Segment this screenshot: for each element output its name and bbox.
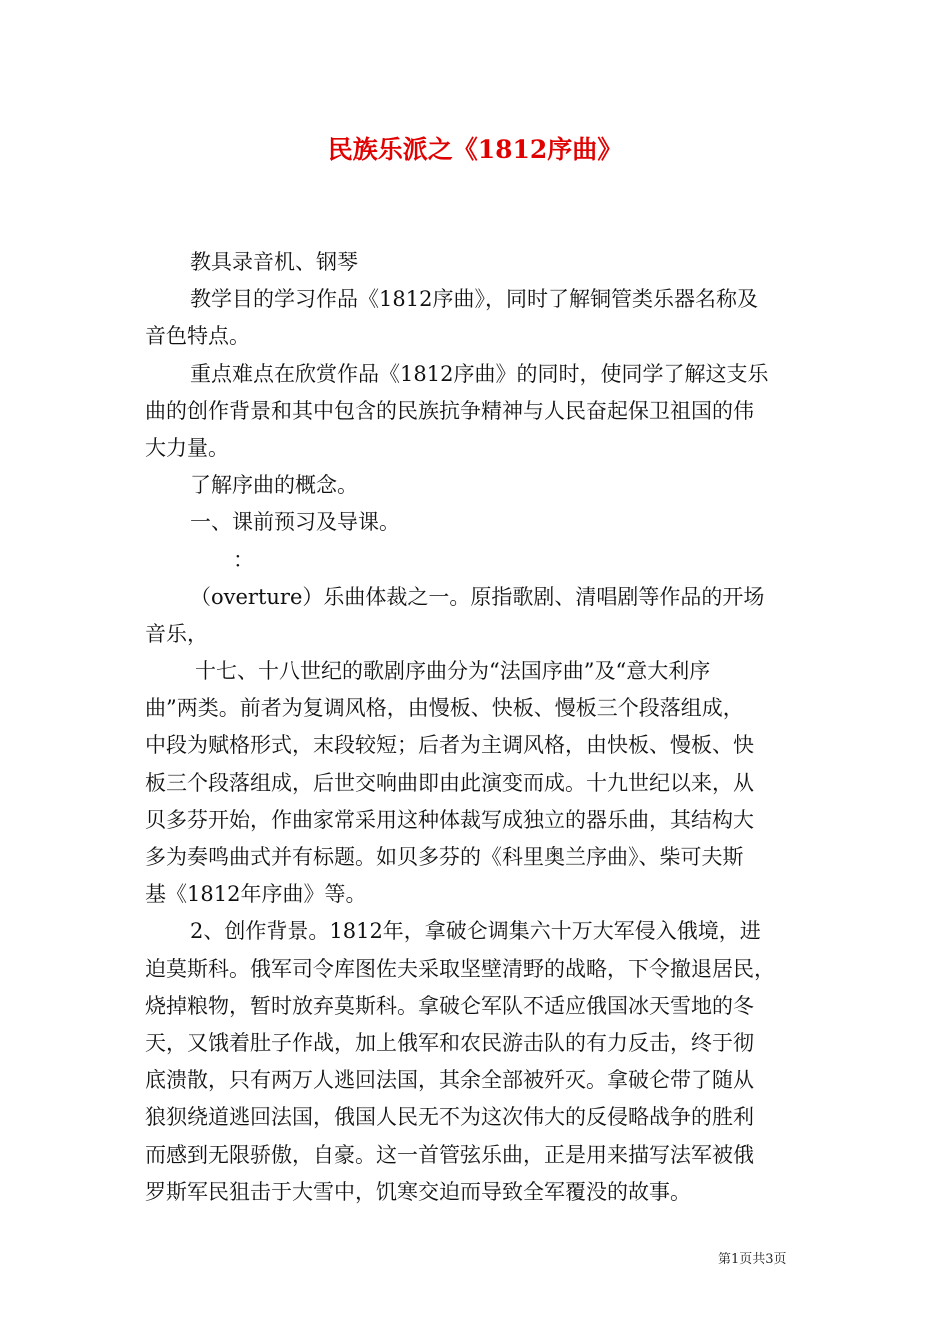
text-line: 曲”两类。前者为复调风格，由慢板、快板、慢板三个段落组成， — [145, 696, 744, 721]
text-line: 音色特点。 — [145, 324, 250, 349]
text-line: 底溃散，只有两万人逃回法国，其余全部被歼灭。拿破仑带了随从 — [145, 1068, 754, 1093]
text-line: 教学目的学习作品《1812序曲》，同时了解铜管类乐器名称及 — [190, 287, 758, 312]
text-line: 一、课前预习及导课。 — [190, 510, 400, 535]
text-line: 天，又饿着肚子作战，加上俄军和农民游击队的有力反击，终于彻 — [145, 1030, 754, 1055]
text-line: （overture）乐曲体裁之一。原指歌剧、清唱剧等作品的开场 — [190, 584, 765, 609]
text-line: 十七、十八世纪的歌剧序曲分为“法国序曲”及“意大利序 — [195, 659, 711, 684]
text-line: 重点难点在欣赏作品《1812序曲》的同时，使同学了解这支乐 — [190, 361, 769, 386]
document-title: 民族乐派之《1812序曲》 — [327, 135, 623, 164]
text-line: 烧掉粮物，暂时放弃莫斯科。拿破仑军队不适应俄国冰天雪地的冬 — [145, 993, 754, 1018]
text-line: 2、创作背景。1812年，拿破仑调集六十万大军侵入俄境，进 — [190, 919, 761, 944]
text-line: 教具录音机、钢琴 — [190, 250, 358, 274]
page-number: 第1页共3页 — [718, 1252, 787, 1267]
text-line: 罗斯军民狙击于大雪中，饥寒交迫而导致全军覆没的故事。 — [145, 1179, 691, 1204]
text-line: 而感到无限骄傲，自豪。这一首管弦乐曲，正是用来描写法军被俄 — [145, 1142, 754, 1167]
text-line: 大力量。 — [145, 435, 229, 460]
text-line: 曲的创作背景和其中包含的民族抗争精神与人民奋起保卫祖国的伟 — [145, 398, 754, 423]
text-line: 板三个段落组成，后世交响曲即由此演变而成。十九世纪以来，从 — [145, 770, 754, 795]
text-line: 多为奏鸣曲式并有标题。如贝多芬的《科里奥兰序曲》、柴可夫斯 — [145, 845, 744, 869]
text-line: 音乐， — [145, 621, 208, 646]
text-line: 了解序曲的概念。 — [190, 473, 358, 498]
text-line: 迫莫斯科。俄军司令库图佐夫采取坚壁清野的战略，下令撤退居民， — [145, 956, 775, 981]
text-line: 中段为赋格形式，末段较短；后者为主调风格，由快板、慢板、快 — [145, 733, 754, 758]
text-line: 贝多芬开始，作曲家常采用这种体裁写成独立的器乐曲，其结构大 — [145, 807, 754, 832]
document-body — [145, 244, 810, 1211]
text-line: ： — [233, 547, 254, 572]
text-line: 基《1812年序曲》等。 — [145, 882, 367, 907]
text-line: 狼狈绕道逃回法国，俄国人民无不为这次伟大的反侵略战争的胜利 — [145, 1105, 754, 1130]
